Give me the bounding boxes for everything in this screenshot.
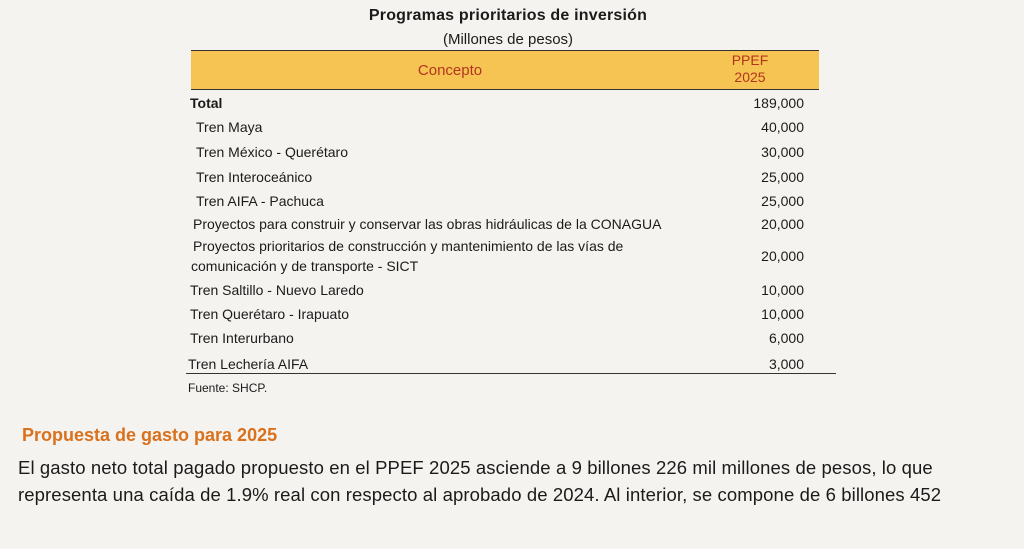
row-value: 25,000 bbox=[761, 193, 804, 209]
body-paragraph-line2: representa una caída de 1.9% real con respecto al aprobado de 2024. Al interior, se compone de 6 billones 452 bbox=[18, 484, 942, 505]
header-ppef-2025 bbox=[715, 52, 785, 86]
row-value: 10,000 bbox=[761, 282, 804, 298]
row-value: 20,000 bbox=[761, 216, 804, 232]
row-value: 189,000 bbox=[753, 95, 804, 111]
row-value: 3,000 bbox=[768, 356, 804, 372]
row-label-line1: Proyectos prioritarios de construcción y mantenimiento de las vías de bbox=[193, 238, 624, 254]
row-label: Tren Saltillo - Nuevo Laredo bbox=[190, 282, 364, 298]
table-subtitle: (Millones de pesos) bbox=[442, 31, 574, 48]
row-label: Tren Querétaro - Irapuato bbox=[190, 306, 350, 322]
row-label-line2: comunicación y de transporte - SICT bbox=[191, 258, 419, 274]
row-value: 30,000 bbox=[761, 144, 804, 160]
row-value: 10,000 bbox=[761, 306, 804, 322]
row-label: Total bbox=[190, 95, 223, 111]
row-label: Tren Maya bbox=[196, 119, 263, 135]
header-ppef-line1: PPEF bbox=[731, 52, 769, 68]
row-label: Tren AIFA - Pachuca bbox=[196, 193, 324, 209]
section-heading: Propuesta de gasto para 2025 bbox=[22, 425, 278, 445]
row-label: Proyectos para construir y conservar las obras hidráulicas de la CONAGUA bbox=[193, 216, 662, 232]
row-value: 40,000 bbox=[761, 119, 804, 135]
row-label: Tren México - Querétaro bbox=[196, 144, 348, 160]
header-concepto: Concepto bbox=[417, 62, 483, 79]
header-bottom-rule bbox=[191, 89, 819, 90]
row-label: Tren Interurbano bbox=[190, 330, 294, 346]
header-ppef-line2: 2025 bbox=[734, 69, 766, 85]
table-bottom-rule bbox=[186, 373, 836, 374]
row-label: Tren Interoceánico bbox=[196, 169, 313, 185]
table-title: Programas prioritarios de inversión bbox=[368, 7, 648, 24]
body-paragraph-line1: El gasto neto total pagado propuesto en el PPEF 2025 asciende a 9 billones 226 mil millones de pesos, lo que bbox=[18, 457, 933, 478]
table-source: Fuente: SHCP. bbox=[188, 381, 268, 395]
row-value: 6,000 bbox=[768, 330, 804, 346]
row-value: 20,000 bbox=[761, 248, 804, 264]
table-row bbox=[190, 238, 810, 278]
row-label: Tren Lechería AIFA bbox=[188, 356, 309, 372]
row-value: 25,000 bbox=[761, 169, 804, 185]
